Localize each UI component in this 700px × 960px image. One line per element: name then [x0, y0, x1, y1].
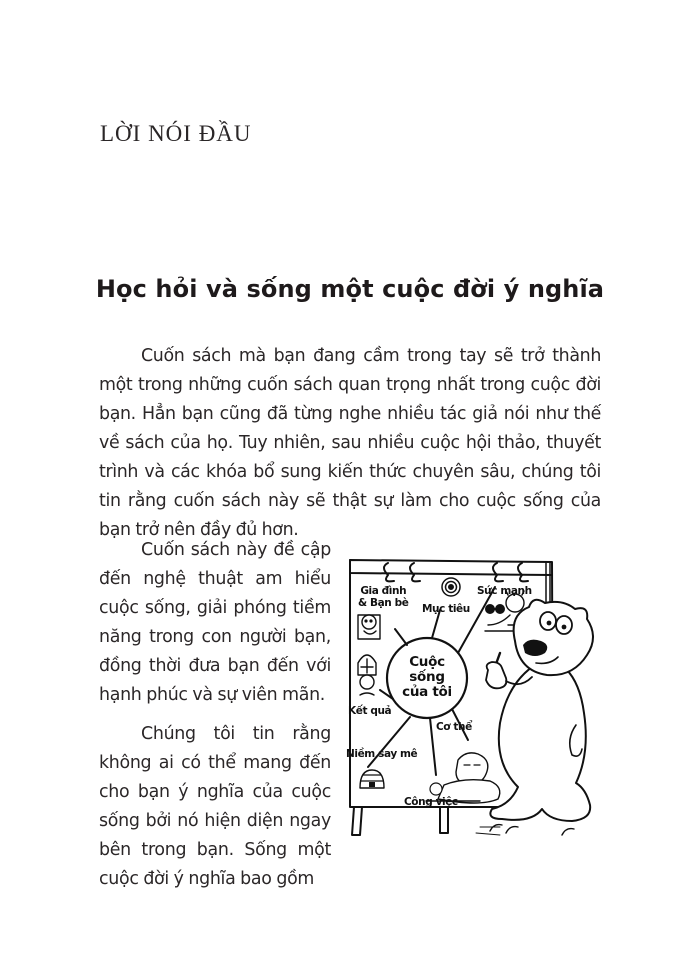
center-label-my-life — [392, 655, 462, 700]
label-family-line2: & Bạn bè — [358, 597, 409, 609]
label-results: Kết quả — [348, 705, 392, 717]
center-line-2: sống — [409, 669, 445, 685]
label-body: Cơ thể — [436, 721, 472, 733]
paragraph-belief: Chúng tôi tin rằng không ai có thể mang đến cho bạn ý nghĩa của cuộc sống bởi nó hiện diện ngay bên trong bạn. Sống một cuộc đời ý nghĩa bao gồm — [99, 724, 331, 889]
center-line-3: của tôi — [402, 684, 452, 700]
paragraph-topic: Cuốn sách này đề cập đến nghệ thuật am hiểu cuộc sống, giải phóng tiềm năng trong con người bạn, đồng thời đưa bạn đến với hạnh phúc và sự viên mãn. — [99, 540, 331, 705]
label-strength: Sức mạnh — [477, 585, 532, 597]
bear-flipchart-illustration — [340, 545, 610, 865]
label-family-line1: Gia đình — [360, 585, 407, 597]
label-goals: Mục tiêu — [422, 603, 470, 615]
text-column-left — [99, 536, 331, 894]
paragraph-intro: Cuốn sách mà bạn đang cầm trong tay sẽ trở thành một trong những cuốn sách quan trọng nhất trong cuộc đời bạn. Hẳn bạn cũng đã từng nghe nhiều tác giả nói như thế về sách của họ. Tuy nhiên, sau nhiều cuộc hội thảo, thuyết trình và các khóa bổ sung kiến thức chuyên sâu, chúng tôi tin rằng cuốn sách này sẽ thật sự làm cho cuộc sống của bạn trở nên đầy đủ hơn. — [99, 346, 601, 540]
center-line-1: Cuộc — [409, 654, 445, 670]
label-passion: Niềm say mê — [346, 748, 418, 760]
label-work: Công việc — [404, 796, 458, 808]
chapter-title: Học hỏi và sống một cuộc đời ý nghĩa — [95, 275, 605, 303]
label-family — [358, 585, 408, 609]
section-label: LỜI NÓI ĐẦU — [100, 121, 252, 146]
